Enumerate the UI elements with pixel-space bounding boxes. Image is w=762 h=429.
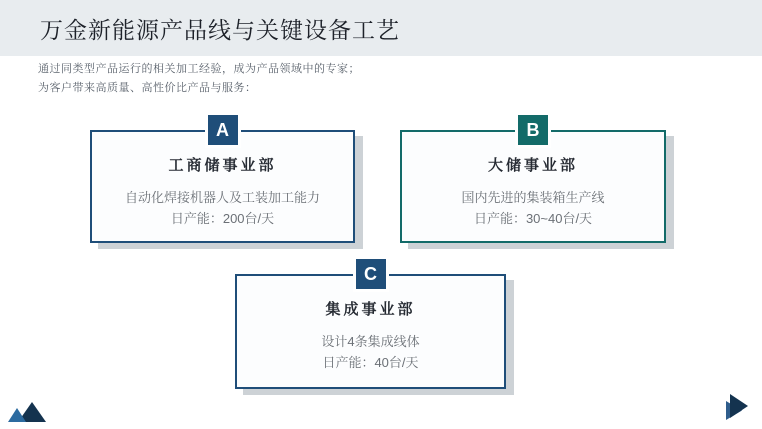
badge-c: C <box>353 256 389 292</box>
division-capacity-b: 日产能：30~40台/天 <box>473 211 593 226</box>
division-capability-a: 自动化焊接机器人及工装加工能力 <box>124 190 320 205</box>
division-name-b: 大储事业部 <box>487 157 578 174</box>
division-detail-a <box>92 187 353 229</box>
division-capacity-c: 日产能：40台/天 <box>322 355 419 370</box>
page-title: 万金新能源产品线与关键设备工艺 <box>40 17 400 43</box>
intro-line-1: 通过同类型产品运行的相关加工经验，成为产品领域中的专家； <box>38 63 360 75</box>
intro-line-2: 为客户带来高质量、高性价比产品与服务： <box>38 82 257 94</box>
division-card-b <box>400 120 666 243</box>
mountain-logo-icon <box>8 401 46 422</box>
badge-a: A <box>205 112 241 148</box>
division-capability-c: 设计4条集成线体 <box>321 334 420 349</box>
division-capacity-a: 日产能：200台/天 <box>170 211 275 226</box>
intro-text <box>38 60 360 98</box>
header-band <box>0 0 762 56</box>
next-arrow-icon[interactable] <box>726 394 748 420</box>
division-card-c <box>235 264 506 389</box>
badge-b: B <box>515 112 551 148</box>
division-name-c: 集成事业部 <box>325 301 416 318</box>
next-arrow-main-icon <box>730 394 748 418</box>
division-name-a: 工商储事业部 <box>168 157 277 174</box>
division-capability-b: 国内先进的集装箱生产线 <box>461 190 605 205</box>
division-detail-c <box>237 331 504 373</box>
division-card-a <box>90 120 355 243</box>
division-detail-b <box>402 187 664 229</box>
